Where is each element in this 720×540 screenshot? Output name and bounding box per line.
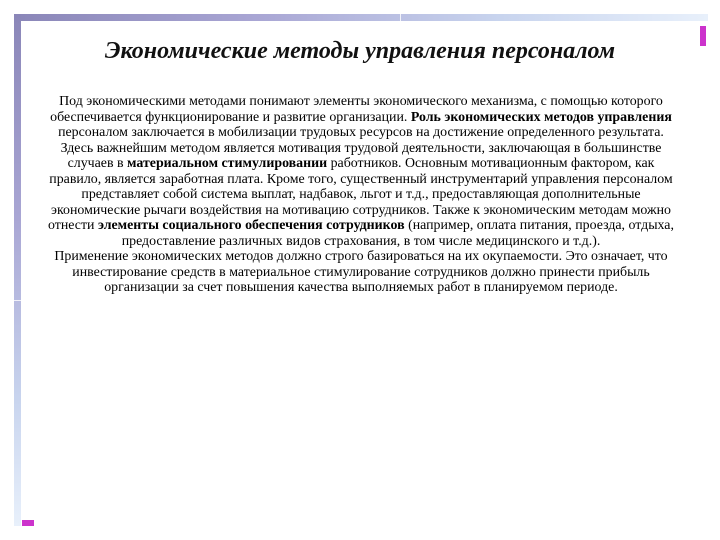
paragraph-1-text-1: Под экономическими методами понимают элементы экономического механизма, с помощью которого обеспечивается функционирование и развитие организации. xyxy=(50,94,663,125)
paragraph-2-text-2: работников. Основным мотивационным фактором, как правило, является заработная плата. Кроме того, существенный инструментарий управления персоналом представляет собой система выплат, надбавок, льгот и т.д., предоставляющая дополнительные экономические рычаги воздействия на мотивацию сотрудников. Также к экономическим методам можно отнести xyxy=(48,156,673,233)
accent-marker-bottom xyxy=(22,520,34,526)
paragraph-1-bold-1: Роль экономических методов управления xyxy=(410,109,672,125)
paragraph-1-text-2: персоналом заключается в мобилизации трудовых ресурсов на достижение определенного результата. xyxy=(58,125,664,140)
paragraph-3 xyxy=(44,249,678,296)
slide-body xyxy=(44,94,678,296)
left-bar-divider xyxy=(14,300,21,301)
paragraph-1 xyxy=(44,94,678,141)
paragraph-2-text-1: Здесь важнейшим методом является мотивация трудовой деятельности, заключающая в большинстве случаев в xyxy=(60,140,662,171)
paragraph-2 xyxy=(44,141,678,250)
paragraph-3-text-1: Применение экономических методов должно строго базироваться на их окупаемости. Это означает, что инвестирование средств в материальное стимулирование сотрудников должно принести прибыль организации за счет повышения качества выполняемых работ в планируемом периоде. xyxy=(54,249,668,295)
paragraph-2-bold-2: элементы социального обеспечения сотрудников xyxy=(97,218,405,233)
accent-marker-right xyxy=(700,26,706,46)
left-frame-bar xyxy=(14,14,21,526)
paragraph-2-bold-1: материальном стимулировании xyxy=(127,156,328,171)
paragraph-2-text-3: (например, оплата питания, проезда, отдыха, предоставление различных видов страхования, в том числе медицинского и т.д.). xyxy=(121,218,674,249)
top-frame-bar xyxy=(14,14,708,21)
slide-title: Экономические методы управления персоналом xyxy=(104,38,616,64)
top-bar-divider xyxy=(400,14,401,21)
